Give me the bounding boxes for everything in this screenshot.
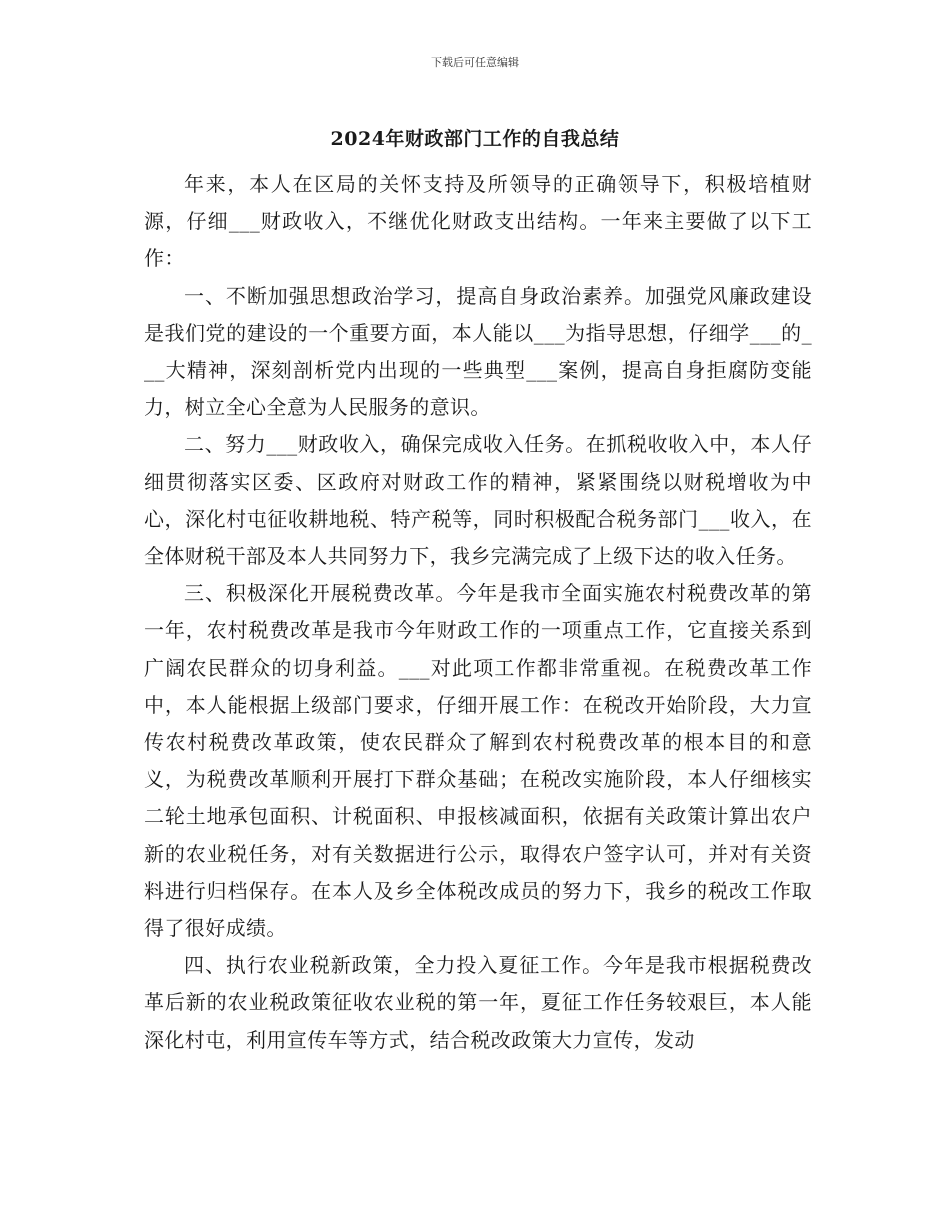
page-header-note: 下载后可任意编辑 [431,56,519,69]
document-title: 2024年财政部门工作的自我总结 [330,128,620,150]
document-body [144,166,812,1059]
paragraph-section-2: 二、努力___财政收入，确保完成收入任务。在抓税收收入中，本人仔细贯彻落实区委、区政府对财政工作的精神，紧紧围绕以财税增收为中心，深化村屯征收耕地税、特产税等，同时积极配合税务部门___收入，在全体财税干部及本人共同努力下，我乡完满完成了上级下达的收入任务。 [144,432,812,569]
paragraph-intro: 年来，本人在区局的关怀支持及所领导的正确领导下，积极培植财源，仔细___财政收入，不继优化财政支出结构。一年来主要做了以下工作： [144,172,812,271]
paragraph-section-1: 一、不断加强思想政治学习，提高自身政治素养。加强党风廉政建设是我们党的建设的一个重要方面，本人能以___为指导思想，仔细学___的___大精神，深刻剖析党内出现的一些典型___案例，提高自身拒腐防变能力，树立全心全意为人民服务的意识。 [144,283,812,420]
paragraph-section-4: 四、执行农业税新政策，全力投入夏征工作。今年是我市根据税费改革后新的农业税政策征收农业税的第一年，夏征工作任务较艰巨，本人能深化村屯，利用宣传车等方式，结合税改政策大力宣传，发动 [144,953,812,1052]
paragraph-section-3: 三、积极深化开展税费改革。今年是我市全面实施农村税费改革的第一年，农村税费改革是我市今年财政工作的一项重点工作，它直接关系到广阔农民群众的切身利益。___对此项工作都非常重视。在税费改革工作中，本人能根据上级部门要求，仔细开展工作：在税改开始阶段，大力宣传农村税费改革政策，使农民群众了解到农村税费改革的根本目的和意义，为税费改革顺利开展打下群众基础；在税改实施阶段，本人仔细核实二轮土地承包面积、计税面积、申报核减面积，依据有关政策计算出农户新的农业税任务，对有关数据进行公示，取得农户签字认可，并对有关资料进行归档保存。在本人及乡全体税改成员的努力下，我乡的税改工作取得了很好成绩。 [144,581,812,941]
